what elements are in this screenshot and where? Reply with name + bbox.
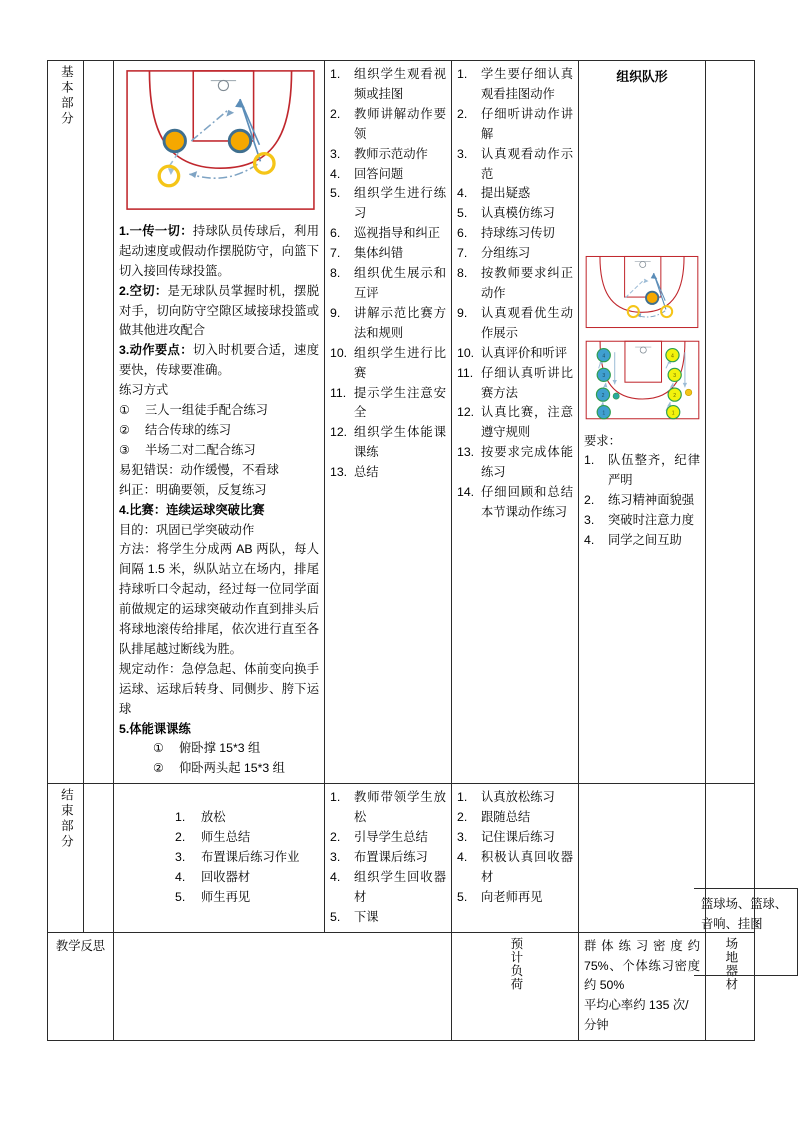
list-text: 队伍整齐，纪律严明 xyxy=(608,453,700,488)
list-item: 5. 下课 xyxy=(330,909,379,924)
list-item: 6. 持球练习传切 xyxy=(457,226,555,241)
table-row-closing-part xyxy=(48,784,755,932)
list-text: 持球练习传切 xyxy=(481,226,555,241)
list-marker: ③ xyxy=(119,442,130,457)
content-method xyxy=(119,540,319,659)
list-item: 5. 认真模仿练习 xyxy=(457,206,555,221)
list-text: 总结 xyxy=(354,465,379,480)
list-text: 练习精神面貌强 xyxy=(608,493,695,508)
cell-content-closing xyxy=(114,784,325,932)
cell-organization-closing xyxy=(579,784,706,932)
list-text: 认真观看动作示范 xyxy=(481,146,573,181)
content-para-2-text: 是无球队员掌握时机，摆脱对手，切向防守空隙区域接球投篮或做其他进攻配合 xyxy=(119,283,319,338)
list-item: 3. 认真观看动作示范 xyxy=(457,146,573,181)
list-text: 布置课后练习作业 xyxy=(201,850,300,864)
list-text: 三人一组徒手配合练习 xyxy=(145,403,268,418)
list-text: 教师带领学生放松 xyxy=(354,790,446,825)
table-row-footer xyxy=(48,932,755,1041)
list-item: 9. 认真观看优生动作展示 xyxy=(457,305,573,340)
reflection-label: 教学反思 xyxy=(55,938,106,953)
list-item: 5. 师生再见 xyxy=(147,888,319,908)
list-item: 14. 仔细回顾和总结本节课动作练习 xyxy=(457,485,573,519)
list-item: 6. 巡视指导和纠正 xyxy=(330,226,441,241)
list-item xyxy=(153,739,319,759)
cell-load-label xyxy=(452,932,579,1041)
content-para-4-text: 练习方式 xyxy=(119,383,169,398)
content-purpose xyxy=(119,521,319,541)
content-para-1-lead: 1.一传一切： xyxy=(119,223,193,238)
content-competition-lead: 4.比赛： xyxy=(119,502,167,517)
list-item: 8. 按教师要求纠正动作 xyxy=(457,266,573,300)
list-item: 1. 放松 xyxy=(147,808,319,828)
content-para-3-text: 切入时机要合适，速度要快，传球要准确。 xyxy=(119,343,319,378)
court-diagram-cut-play xyxy=(584,254,700,337)
list-text: 回答问题 xyxy=(354,166,404,181)
list-marker: ② xyxy=(119,422,130,437)
load-value-line-2: 平均心率约 135 次/分钟 xyxy=(584,998,689,1033)
content-para-4 xyxy=(119,381,319,401)
svg-text:4: 4 xyxy=(671,352,674,359)
practice-method-list xyxy=(119,401,319,461)
list-text: 同学之间互助 xyxy=(608,533,682,548)
load-value-line-1: 群体练习密度约 75%、个体练习密度约 50% xyxy=(584,938,700,993)
list-text: 讲解示范比赛方法和规则 xyxy=(354,305,446,340)
requirements-list xyxy=(584,451,700,551)
list-text: 认真比赛，注意遵守规则 xyxy=(481,405,573,440)
content-common-errors-text: 易犯错误：动作缓慢，不看球 xyxy=(119,462,279,477)
list-item: 4. 积极认真回收器材 xyxy=(457,850,573,884)
content-para-2-lead: 2.空切： xyxy=(119,283,168,298)
list-item: 1. 组织学生观看视频或挂图 xyxy=(330,67,446,101)
equipment-value: 篮球场、篮球、音响、挂图 xyxy=(701,897,788,931)
list-text: 半场二对二配合练习 xyxy=(145,442,256,457)
svg-text:3: 3 xyxy=(602,372,606,379)
cell-time-closing xyxy=(84,784,114,932)
court-diagram-dribble-relay xyxy=(584,339,700,428)
list-item: 11. 提示学生注意安全 xyxy=(330,385,446,420)
content-correction xyxy=(119,481,319,501)
list-item: 3. 突破时注意力度 xyxy=(584,513,695,528)
svg-text:1: 1 xyxy=(602,409,606,416)
list-item: 12. 认真比赛，注意遵守规则 xyxy=(457,405,573,440)
organization-spacer xyxy=(584,88,700,254)
list-text: 组织学生回收器材 xyxy=(354,869,446,904)
list-text: 俯卧撑 15*3 组 xyxy=(179,741,261,756)
list-item: 3. 布置课后练习 xyxy=(330,850,428,864)
content-para-1 xyxy=(119,222,319,282)
content-competition-text: 连续运球突破比赛 xyxy=(166,502,265,517)
content-purpose-text: 目的：巩固已学突破动作 xyxy=(119,522,255,537)
fitness-list xyxy=(119,739,319,779)
list-item: 4. 同学之间互助 xyxy=(584,533,682,548)
list-text: 认真模仿练习 xyxy=(481,206,555,221)
content-para-2 xyxy=(119,282,319,342)
list-text: 教师讲解动作要领 xyxy=(354,106,446,141)
list-text: 提出疑惑 xyxy=(481,186,531,201)
list-item: 1. 教师带领学生放松 xyxy=(330,790,446,825)
list-item: 13. 总结 xyxy=(330,465,379,480)
content-common-errors xyxy=(119,461,319,481)
list-text: 仔细认真听讲比赛方法 xyxy=(481,365,573,400)
student-activity-list-closing xyxy=(457,788,573,907)
list-text: 下课 xyxy=(354,909,379,924)
list-text: 跟随总结 xyxy=(481,810,531,825)
list-text: 按要求完成体能练习 xyxy=(481,445,573,480)
list-text: 提示学生注意安全 xyxy=(354,385,446,420)
list-text: 引导学生总结 xyxy=(354,830,428,845)
list-text: 仔细听讲动作讲解 xyxy=(481,106,573,141)
list-item: 7. 分组练习 xyxy=(457,246,531,261)
svg-text:4: 4 xyxy=(602,352,606,359)
list-text: 组织学生进行练习 xyxy=(354,186,446,221)
list-text: 突破时注意力度 xyxy=(608,513,695,528)
list-item: 7. 集体纠错 xyxy=(330,246,404,261)
svg-text:3: 3 xyxy=(673,372,677,379)
list-text: 积极认真回收器材 xyxy=(481,850,573,884)
list-text: 师生总结 xyxy=(201,830,251,845)
list-item xyxy=(153,759,319,779)
content-fitness-head xyxy=(119,720,319,740)
list-text: 组织学生观看视频或挂图 xyxy=(354,67,446,101)
organization-title: 组织队形 xyxy=(616,69,668,84)
list-item: 2. 跟随总结 xyxy=(457,810,531,825)
content-correction-text: 纠正：明确要领，反复练习 xyxy=(119,482,267,497)
requirements-heading: 要求： xyxy=(584,433,621,448)
svg-text:2: 2 xyxy=(601,392,605,399)
list-item: 2. 教师讲解动作要领 xyxy=(330,106,446,141)
content-required-moves xyxy=(119,660,319,720)
list-item: 3. 教师示范动作 xyxy=(330,146,428,161)
list-item: 2. 练习精神面貌强 xyxy=(584,493,695,508)
list-item xyxy=(119,421,319,441)
list-item: 4. 回答问题 xyxy=(330,166,404,181)
list-item xyxy=(119,401,319,421)
list-text: 组织学生体能课课练 xyxy=(354,425,446,460)
list-item: 10. 组织学生进行比赛 xyxy=(330,345,446,380)
list-item: 4. 回收器材 xyxy=(147,868,319,888)
list-marker: ② xyxy=(153,761,164,776)
list-text: 集体纠错 xyxy=(354,246,404,261)
list-item: 3. 布置课后练习作业 xyxy=(147,848,319,868)
content-para-1-text: 持球队员传球后，利用起动速度或假动作摆脱防守，向篮下切入接回传球投篮。 xyxy=(119,223,319,278)
list-text: 师生再见 xyxy=(201,889,251,904)
list-item xyxy=(119,441,319,461)
cell-content-basic xyxy=(114,61,325,784)
list-text: 向老师再见 xyxy=(481,889,543,904)
lesson-plan-table xyxy=(47,60,755,1041)
content-para-3 xyxy=(119,341,319,381)
list-item: 12. 组织学生体能课课练 xyxy=(330,425,446,460)
list-text: 仔细回顾和总结本节课动作练习 xyxy=(481,485,573,519)
equipment-label: 场地器材 xyxy=(723,936,738,991)
list-item: 9. 讲解示范比赛方法和规则 xyxy=(330,305,446,340)
list-text: 学生要仔细认真观看挂图动作 xyxy=(481,67,573,101)
cell-reflection-label xyxy=(48,932,114,1041)
cell-extra-basic xyxy=(706,61,755,784)
cell-reflection-value xyxy=(114,932,452,1041)
student-activity-list-basic xyxy=(457,65,573,523)
cell-teacher-basic xyxy=(325,61,452,784)
list-item: 2. 师生总结 xyxy=(147,828,319,848)
list-text: 放松 xyxy=(201,810,226,825)
list-marker: ① xyxy=(119,403,130,418)
list-item: 1. 认真放松练习 xyxy=(457,790,555,805)
list-text: 布置课后练习 xyxy=(354,850,428,864)
equipment-value-box xyxy=(694,888,798,976)
teacher-activity-list-basic xyxy=(330,65,446,483)
list-text: 教师示范动作 xyxy=(354,146,428,161)
closing-content-list xyxy=(119,808,319,908)
list-item: 11. 仔细认真听讲比赛方法 xyxy=(457,365,573,400)
cell-phase-basic xyxy=(48,61,84,784)
svg-text:1: 1 xyxy=(671,409,675,416)
list-item: 3. 记住课后练习 xyxy=(457,830,555,845)
teacher-activity-list-closing xyxy=(330,788,446,927)
list-item: 5. 向老师再见 xyxy=(457,889,543,904)
list-text: 按教师要求纠正动作 xyxy=(481,266,573,300)
content-fitness-head-text: 5.体能课课练 xyxy=(119,721,191,736)
list-marker: ① xyxy=(153,741,164,756)
phase-label-basic: 基本部分 xyxy=(59,65,74,127)
list-text: 记住课后练习 xyxy=(481,830,555,845)
list-text: 组织学生进行比赛 xyxy=(354,345,446,380)
list-text: 巡视指导和纠正 xyxy=(354,226,441,241)
court-diagram-give-and-go xyxy=(119,65,319,220)
list-item: 4. 提出疑惑 xyxy=(457,186,531,201)
load-label: 预计负荷 xyxy=(508,936,523,991)
cell-teacher-closing xyxy=(325,784,452,932)
content-required-moves-text: 规定动作：急停急起、体前变向换手运球、运球后转身、同侧步、胯下运球 xyxy=(119,661,319,716)
content-para-3-lead: 3.动作要点： xyxy=(119,343,193,358)
list-item: 1. 队伍整齐，纪律严明 xyxy=(584,453,700,488)
table-row-basic-part xyxy=(48,61,755,784)
phase-label-closing: 结束部分 xyxy=(59,788,74,851)
cell-student-basic xyxy=(452,61,579,784)
list-text: 结合传球的练习 xyxy=(145,422,232,437)
list-item: 10. 认真评价和听评 xyxy=(457,345,568,360)
list-item: 8. 组织优生展示和互评 xyxy=(330,266,446,300)
svg-text:2: 2 xyxy=(673,392,677,399)
list-text: 组织优生展示和互评 xyxy=(354,266,446,300)
list-item: 4. 组织学生回收器材 xyxy=(330,869,446,904)
cell-time-basic xyxy=(84,61,114,784)
list-item: 2. 引导学生总结 xyxy=(330,830,428,845)
list-text: 认真观看优生动作展示 xyxy=(481,305,573,340)
cell-student-closing xyxy=(452,784,579,932)
list-item: 1. 学生要仔细认真观看挂图动作 xyxy=(457,67,573,101)
list-item: 2. 仔细听讲动作讲解 xyxy=(457,106,573,141)
list-item: 13. 按要求完成体能练习 xyxy=(457,445,573,480)
cell-load-value xyxy=(579,932,706,1041)
list-item: 5. 组织学生进行练习 xyxy=(330,186,446,221)
list-text: 认真评价和听评 xyxy=(481,345,568,360)
list-text: 仰卧两头起 15*3 组 xyxy=(179,761,285,776)
list-text: 回收器材 xyxy=(201,869,251,884)
list-text: 分组练习 xyxy=(481,246,531,261)
content-method-text: 方法：将学生分成两 AB 两队，每人间隔 1.5 米，纵队站立在场内，排尾持球听口令起动，经过每一位同学面前做规定的运球突破动作直到排头后将球地滚传给排尾，依次进行直至各队排尾越过断线为胜。 xyxy=(119,542,319,656)
list-text: 认真放松练习 xyxy=(481,790,555,805)
cell-organization-basic xyxy=(579,61,706,784)
cell-phase-closing xyxy=(48,784,84,932)
content-competition xyxy=(119,501,319,521)
